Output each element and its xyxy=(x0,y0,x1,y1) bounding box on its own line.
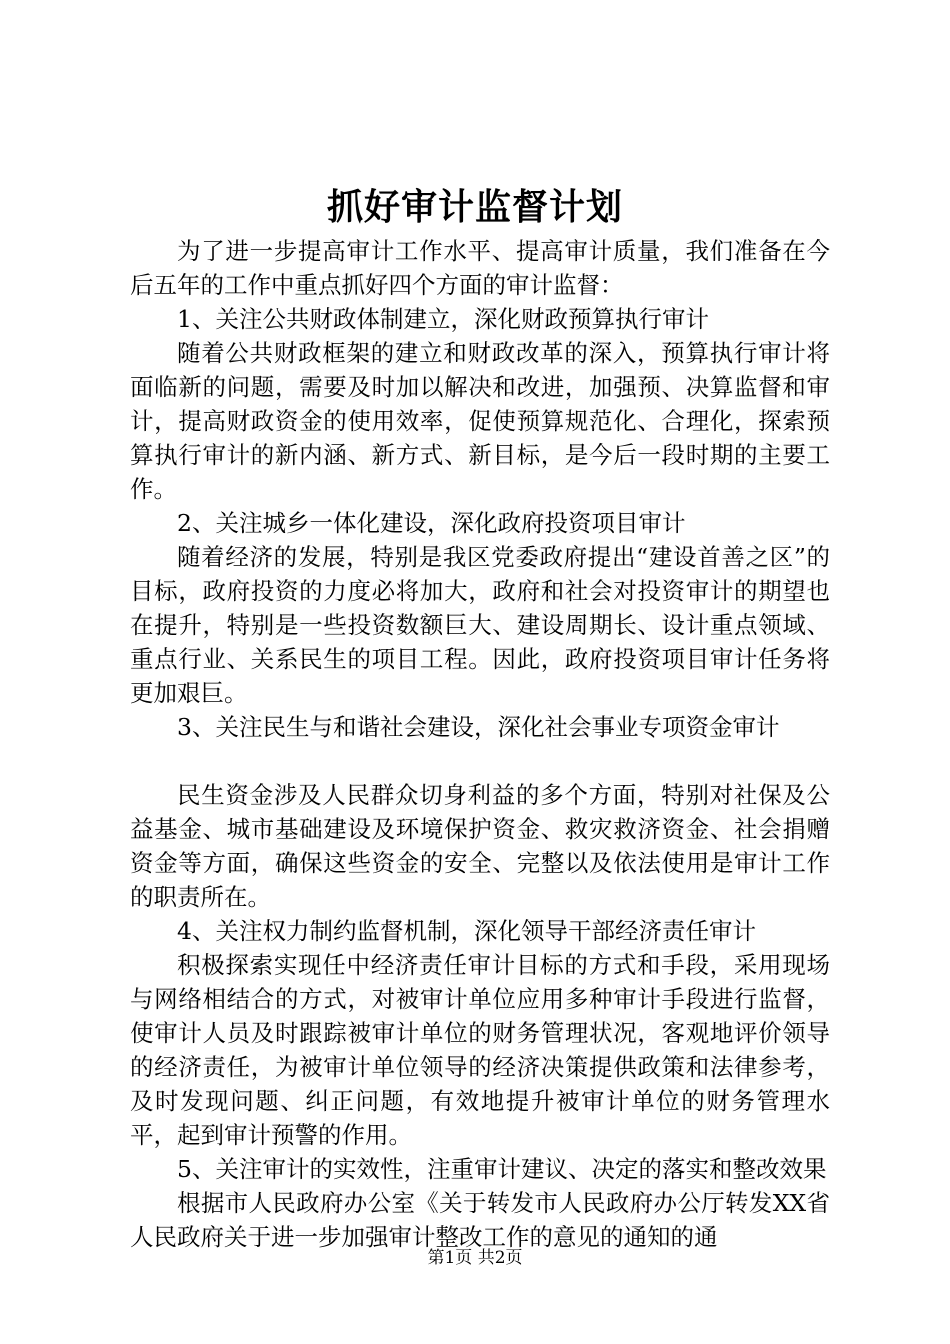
paragraph-section-1: 随着公共财政框架的建立和财政改革的深入，预算执行审计将面临新的问题，需要及时加以解决和改进，加强预、决算监督和审计，提高财政资金的使用效率，促使预算规范化、合理化，探索预算执行审计的新内涵、新方式、新目标，是今后一段时期的主要工作。 xyxy=(130,339,830,503)
section-heading-5: 5、关注审计的实效性，注重审计建议、决定的落实和整改效果 xyxy=(177,1155,827,1183)
document-title: 抓好审计监督计划 xyxy=(326,186,623,228)
section-heading-4: 4、关注权力制约监督机制，深化领导干部经济责任审计 xyxy=(177,917,756,945)
document-body xyxy=(130,234,830,1254)
section-heading-2: 2、关注城乡一体化建设，深化政府投资项目审计 xyxy=(177,509,686,537)
paragraph-intro: 为了进一步提高审计工作水平、提高审计质量，我们准备在今后五年的工作中重点抓好四个方面的审计监督： xyxy=(130,237,830,299)
paragraph-section-5: 根据市人民政府办公室《关于转发市人民政府办公厅转发XX省人民政府关于进一步加强审计整改工作的意见的通知的通 xyxy=(130,1189,830,1251)
section-heading-1: 1、关注公共财政体制建立，深化财政预算执行审计 xyxy=(177,305,709,333)
paragraph-section-4: 积极探索实现任中经济责任审计目标的方式和手段，采用现场与网络相结合的方式，对被审计单位应用多种审计手段进行监督，使审计人员及时跟踪被审计单位的财务管理状况，客观地评价领导的经济责任，为被审计单位领导的经济决策提供政策和法律参考，及时发现问题、纠正问题，有效地提升被审计单位的财务管理水平，起到审计预警的作用。 xyxy=(130,951,830,1149)
page-number-footer: 第1页 共2页 xyxy=(427,1248,523,1268)
paragraph-section-3: 民生资金涉及人民群众切身利益的多个方面，特别对社保及公益基金、城市基础建设及环境保护资金、救灾救济资金、社会捐赠资金等方面，确保这些资金的安全、完整以及依法使用是审计工作的职责所在。 xyxy=(130,781,830,911)
paragraph-section-2: 随着经济的发展，特别是我区党委政府提出“建设首善之区”的目标，政府投资的力度必将加大，政府和社会对投资审计的期望也在提升，特别是一些投资数额巨大、建设周期长、设计重点领域、重点行业、关系民生的项目工程。因此，政府投资项目审计任务将更加艰巨。 xyxy=(130,543,830,707)
section-heading-3: 3、关注民生与和谐社会建设，深化社会事业专项资金审计 xyxy=(177,713,780,741)
